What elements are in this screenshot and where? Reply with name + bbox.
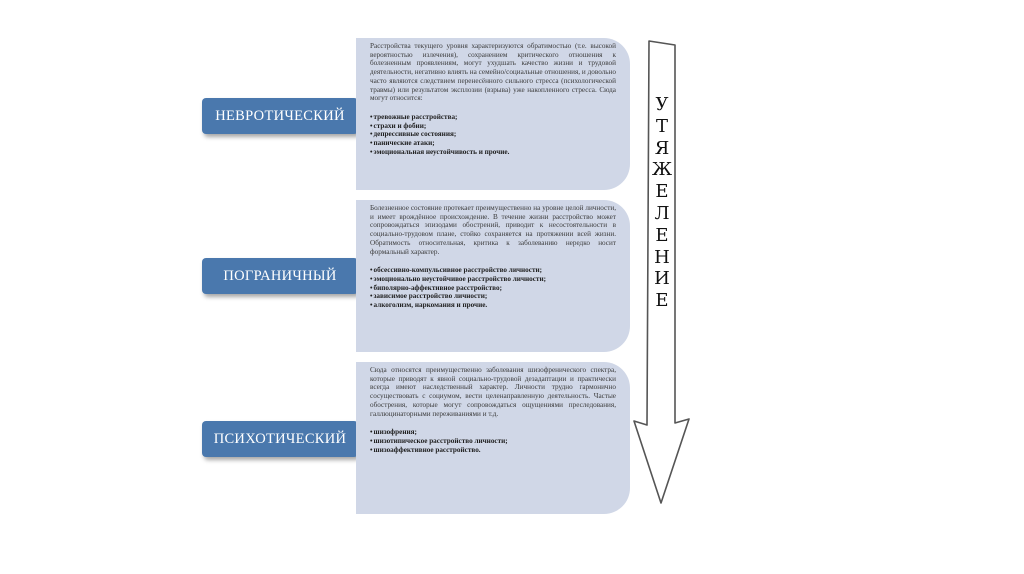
arrow-char: У bbox=[655, 94, 669, 115]
level-label-neurotic: НЕВРОТИЧЕСКИЙ bbox=[202, 98, 358, 134]
list-item: • шизофрения; bbox=[370, 428, 616, 437]
level-description: Сюда относятся преимущественно заболевания шизофренического спектра, которые приводят к явной социально-трудовой дезадаптации и практически всегда имеют наследственный характер. Личности трудно гармонично сосуществовать с социумом, вести целенаправленную деятельность. Частые обострения, которые могут сопровождаться ощущениями преследования, галлюцинаторными переживаниями и т.д. bbox=[370, 366, 616, 418]
level-panel-borderline bbox=[356, 200, 630, 352]
list-item: • зависимое расстройство личности; bbox=[370, 292, 616, 301]
list-item: • алкоголизм, наркомания и прочие. bbox=[370, 301, 616, 310]
arrow-char: Н bbox=[654, 246, 670, 268]
list-item: • страхи и фобии; bbox=[370, 122, 616, 131]
level-items bbox=[370, 113, 616, 157]
arrow-char: Я bbox=[654, 137, 670, 159]
list-item: • биполярно-аффективное расстройство; bbox=[370, 284, 616, 293]
list-item: • шизоаффективное расстройство. bbox=[370, 446, 616, 455]
list-item: • панические атаки; bbox=[370, 139, 616, 148]
list-item: • эмоционально неустойчивое расстройство личности; bbox=[370, 275, 616, 284]
level-label-borderline: ПОГРАНИЧНЫЙ bbox=[202, 258, 358, 294]
arrow-text bbox=[651, 94, 673, 312]
list-item: • тревожные расстройства; bbox=[370, 113, 616, 122]
arrow-char: Е bbox=[655, 290, 669, 312]
arrow-char: Ж bbox=[651, 159, 673, 181]
arrow-char: Л bbox=[654, 202, 670, 224]
arrow-char: Т bbox=[655, 115, 668, 137]
level-label-psychotic: ПСИХОТИЧЕСКИЙ bbox=[202, 421, 358, 457]
arrow-char: Е bbox=[655, 181, 669, 203]
level-items bbox=[370, 266, 616, 310]
level-description: Болезненное состояние протекает преимущественно на уровне целой личности, и имеет врождённое происхождение. В течение жизни расстройство может сопровождаться эпизодами обострений, приводит к несостоятельности в социально-трудовом плане, стойко сохраняется на протяжении всей жизни. Обратимость относительная, критика к заболеванию нередко носит формальный характер. bbox=[370, 204, 616, 256]
arrow-char: Е bbox=[655, 224, 669, 246]
level-panel-psychotic bbox=[356, 362, 630, 514]
list-item: • депрессивные состояния; bbox=[370, 130, 616, 139]
list-item: • обсессивно-компульсивное расстройство личности; bbox=[370, 266, 616, 275]
level-items bbox=[370, 428, 616, 454]
arrow-char: И bbox=[654, 268, 670, 290]
level-panel-neurotic bbox=[356, 38, 630, 190]
list-item: • шизотипическое расстройство личности; bbox=[370, 437, 616, 446]
level-description: Расстройства текущего уровня характеризуются обратимостью (т.е. высокой вероятностью излечения), сохранением критического отношения к болезненным проявлениям, могут ухудшать качество жизни и трудовой деятельности, негативно влиять на семейно/социальные отношения, и довольно часто являются следствием перенесённого сильного стресса (психологической травмы) или результатом эксплозии (взрыва) уже накопленного стресса. Сюда могут относится: bbox=[370, 42, 616, 103]
list-item: • эмоциональная неустойчивость и прочие. bbox=[370, 148, 616, 157]
